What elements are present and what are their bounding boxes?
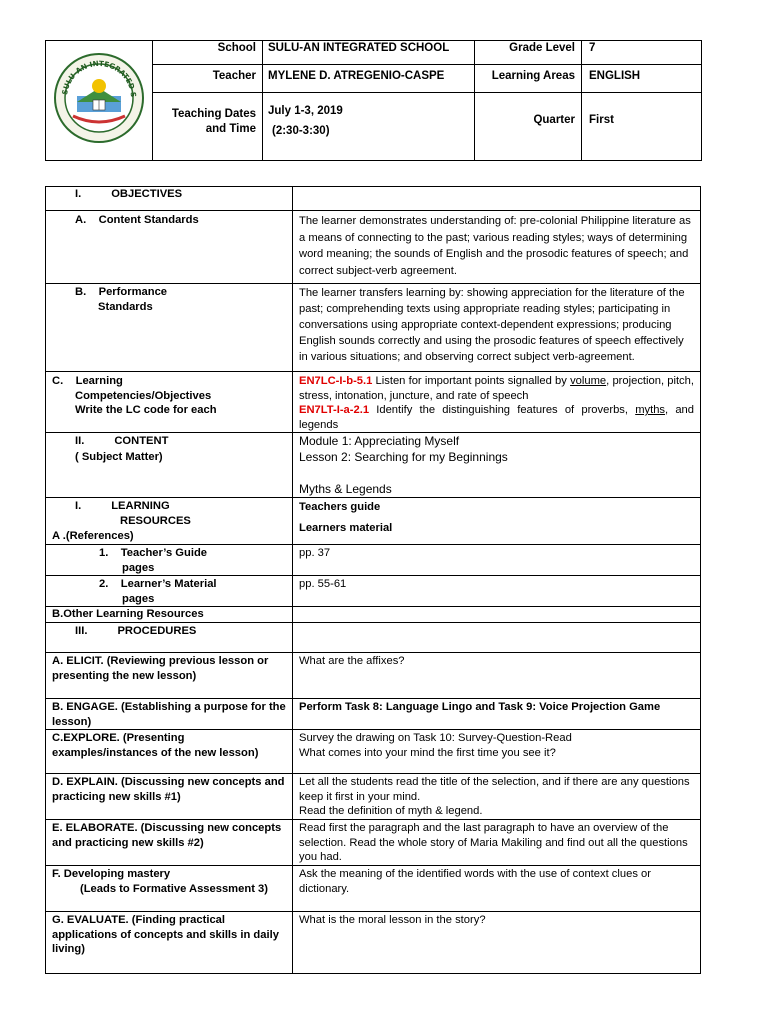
other-resources-value	[293, 607, 701, 623]
quarter-label: Quarter	[475, 93, 582, 161]
procedure-elicit-label: A. ELICIT. (Reviewing previous lesson or presenting the new lesson)	[46, 653, 293, 699]
content-module: Module 1: Appreciating Myself	[299, 434, 460, 448]
grade-value: 7	[582, 41, 702, 65]
lm-pages-label: 2. Learner’s Material pages	[46, 576, 293, 607]
tg-pages-value: pp. 37	[293, 545, 701, 576]
competency-2-code: EN7LT-I-a-2.1	[299, 404, 370, 416]
procedure-engage-label: B. ENGAGE. (Establishing a purpose for the lesson)	[46, 699, 293, 730]
procedure-explore-text: Survey the drawing on Task 10: Survey-Question-Read What comes into your mind the first time you see it?	[293, 730, 701, 774]
teacher-value: MYLENE D. ATREGENIO-CASPE	[263, 65, 475, 93]
dates-time: (2:30-3:30)	[272, 125, 330, 137]
dates-label-line1: Teaching Dates	[171, 108, 256, 120]
school-value: SULU-AN INTEGRATED SCHOOL	[263, 41, 475, 65]
procedure-explain-text: Let all the students read the title of the selection, and if there are any questions keep it first in your mind. Read the definition of myth & legend.	[293, 774, 701, 820]
performance-standards-label: B. Performance Standards	[46, 284, 293, 372]
procedures-heading: III. PROCEDURES	[46, 623, 293, 653]
competency-2: EN7LT-I-a-2.1 Identify the distinguishing features of proverbs, myths, and legends	[299, 404, 694, 431]
quarter-value: First	[582, 93, 702, 161]
school-logo-icon	[53, 52, 145, 144]
learners-material: Learners material	[299, 522, 393, 534]
content-standards-label: A. Content Standards	[46, 211, 293, 284]
areas-label: Learning Areas	[475, 65, 582, 93]
header-table	[45, 40, 702, 161]
procedure-elaborate-label: E. ELABORATE. (Discussing new concepts and practicing new skills #2)	[46, 820, 293, 866]
dates-value	[263, 93, 475, 161]
objectives-num: I.	[75, 188, 82, 200]
performance-standards-text: The learner transfers learning by: showing appreciation for the literature of the past; comprehending texts using appropriate reading styles; participating in conversations using appropriate context-dependent expressions; producing English sounds correctly and using the prosodic features of speech effectively in various situations; and observing correct subject verb-agreement.	[293, 284, 701, 372]
content-topic: Myths & Legends	[299, 482, 392, 496]
dates-label-line2: and Time	[205, 123, 256, 135]
procedure-engage-text: Perform Task 8: Language Lingo and Task 9: Voice Projection Game	[293, 699, 701, 730]
procedure-mastery-text: Ask the meaning of the identified words with the use of context clues or dictionary.	[293, 865, 701, 911]
objectives-heading	[46, 187, 293, 211]
teacher-label: Teacher	[153, 65, 263, 93]
school-logo-cell	[46, 41, 153, 161]
procedure-evaluate-text: What is the moral lesson in the story?	[293, 911, 701, 973]
dates-date: July 1-3, 2019	[268, 105, 343, 117]
content-standards-text: The learner demonstrates understanding of: pre-colonial Philippine literature as a means of connecting to the past; various reading styles; ways of determining word meaning; the sounds of English and the prosodic features of speech; and correct subject-verb agreement.	[293, 211, 701, 284]
other-resources-label: B.Other Learning Resources	[46, 607, 293, 623]
procedure-explore-label: C.EXPLORE. (Presenting examples/instances of the new lesson)	[46, 730, 293, 774]
learning-competencies-text	[293, 372, 701, 433]
procedure-elicit-text: What are the affixes?	[293, 653, 701, 699]
lesson-plan-table	[45, 186, 701, 974]
procedure-evaluate-label: G. EVALUATE. (Finding practical applications of concepts and skills in daily living)	[46, 911, 293, 973]
logo-lettering: SULU-AN INTEGRATED S	[60, 59, 139, 98]
competency-1: EN7LC-I-b-5.1 Listen for important points signalled by volume, projection, pitch, stress, intonation, juncture, and rate of speech	[299, 375, 694, 402]
areas-value: ENGLISH	[582, 65, 702, 93]
procedures-empty	[293, 623, 701, 653]
learning-resources-heading: I. LEARNING RESOURCES A .(References)	[46, 498, 293, 545]
learning-competencies-label: C. Learning Competencies/Objectives Write the LC code for each	[46, 372, 293, 433]
objectives-label: OBJECTIVES	[111, 188, 183, 200]
objectives-empty	[293, 187, 701, 211]
competency-1-code: EN7LC-I-b-5.1	[299, 375, 373, 387]
procedure-explain-label: D. EXPLAIN. (Discussing new concepts and practicing new skills #1)	[46, 774, 293, 820]
tg-pages-label: 1. Teacher’s Guide pages	[46, 545, 293, 576]
resources-text	[293, 498, 701, 545]
lm-pages-value: pp. 55-61	[293, 576, 701, 607]
content-heading: II. CONTENT ( Subject Matter)	[46, 433, 293, 498]
procedure-elaborate-text: Read first the paragraph and the last paragraph to have an overview of the selection. Read the whole story of Maria Makiling and find out all the questions you had.	[293, 820, 701, 866]
content-text	[293, 433, 701, 498]
procedure-mastery-label: F. Developing mastery (Leads to Formative Assessment 3)	[46, 865, 293, 911]
teachers-guide: Teachers guide	[299, 501, 381, 513]
dates-label	[153, 93, 263, 161]
grade-label: Grade Level	[475, 41, 582, 65]
content-lesson: Lesson 2: Searching for my Beginnings	[299, 450, 508, 464]
school-label: School	[153, 41, 263, 65]
